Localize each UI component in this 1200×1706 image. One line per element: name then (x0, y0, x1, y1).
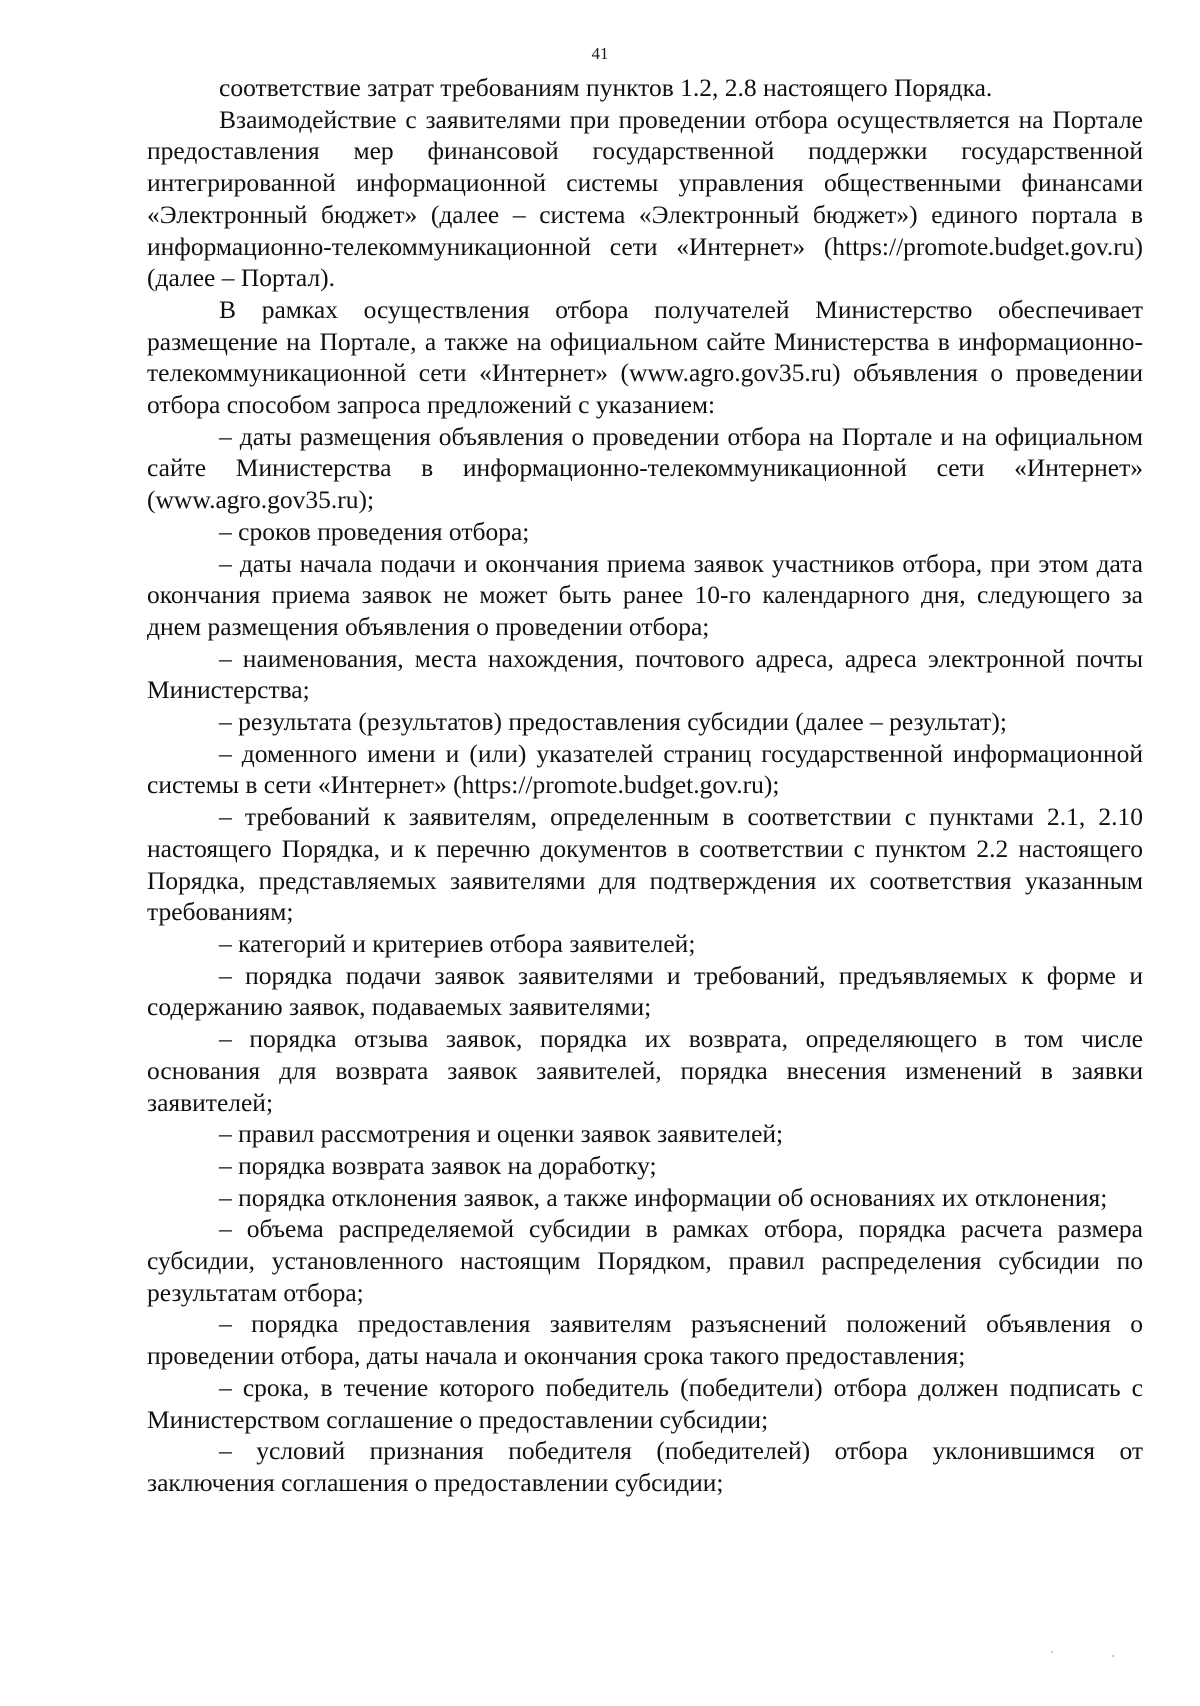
list-item: – даты размещения объявления о проведении отбора на Портале и на официальном сайте Министерства в информационно-телекоммуникационной сети «Интернет» (www.agro.gov35.ru); (147, 421, 1143, 515)
list-item: – объема распределяемой субсидии в рамках отбора, порядка расчета размера субсидии, установленного настоящим Порядком, правил распределения субсидии по результатам отбора; (147, 1214, 1143, 1307)
paragraph: соответствие затрат требованиям пунктов 1.2, 2.8 настоящего Порядка. (219, 73, 993, 102)
list-item: – требований к заявителям, определенным в соответствии с пунктами 2.1, 2.10 настоящего Порядка, и к перечню документов в соответствии с пунктом 2.2 настоящего Порядка, представляемых заявителями для подтверждения их соответствия указанным требованиям; (147, 802, 1143, 927)
list-item: – порядка подачи заявок заявителями и требований, предъявляемых к форме и содержанию заявок, подаваемых заявителями; (147, 960, 1143, 1022)
scan-speck (1112, 1655, 1114, 1657)
document-body (147, 72, 1143, 1499)
list-item: – результата (результатов) предоставления субсидии (далее – результат); (219, 707, 1007, 737)
list-item: – порядка отзыва заявок, порядка их возврата, определяющего в том числе основания для возврата заявок заявителей, порядка внесения изменений в заявки заявителей; (147, 1024, 1143, 1117)
list-item: – порядка возврата заявок на доработку; (219, 1150, 657, 1180)
list-item: – сроков проведения отбора; (219, 516, 530, 546)
list-item: – доменного имени и (или) указателей страниц государственной информационной системы в сети «Интернет» (https://promote.budget.gov.ru); (147, 738, 1143, 800)
list-item: – срока, в течение которого победитель (победители) отбора должен подписать с Министерством соглашение о предоставлении субсидии; (147, 1372, 1143, 1434)
paragraph: В рамках осуществления отбора получателей Министерство обеспечивает размещение на Портале, а также на официальном сайте Министерства в информационно-телекоммуникационной сети «Интернет» (www.agro.gov35.ru) объявления о проведении отбора способом запроса предложений с указанием: (147, 294, 1143, 420)
list-item: – условий признания победителя (победителей) отбора уклонившимся от заключения соглашения о предоставлении субсидии; (147, 1436, 1143, 1497)
scan-speck (1051, 1651, 1053, 1653)
list-item: – порядка предоставления заявителям разъяснений положений объявления о проведении отбора, даты начала и окончания срока такого предоставления; (147, 1309, 1143, 1371)
list-item: – правил рассмотрения и оценки заявок заявителей; (219, 1119, 784, 1149)
paragraph: Взаимодействие с заявителями при проведении отбора осуществляется на Портале предоставления мер финансовой государственной поддержки государственной интегрированной информационной системы управления общественными финансами «Электронный бюджет» (далее – система «Электронный бюджет») единого портала в информационно-телекоммуникационной сети «Интернет» (https://promote.budget.gov.ru) (далее – Портал). (147, 104, 1143, 293)
list-item: – даты начала подачи и окончания приема заявок участников отбора, при этом дата окончания приема заявок не может быть ранее 10-го календарного дня, следующего за днем размещения объявления о проведении отбора; (147, 548, 1143, 641)
page-number: 41 (591, 44, 609, 63)
list-item: – наименования, места нахождения, почтового адреса, адреса электронной почты Министерства; (147, 643, 1143, 705)
list-item: – категорий и критериев отбора заявителей; (219, 928, 696, 958)
list-item: – порядка отклонения заявок, а также информации об основаниях их отклонения; (219, 1182, 1108, 1212)
